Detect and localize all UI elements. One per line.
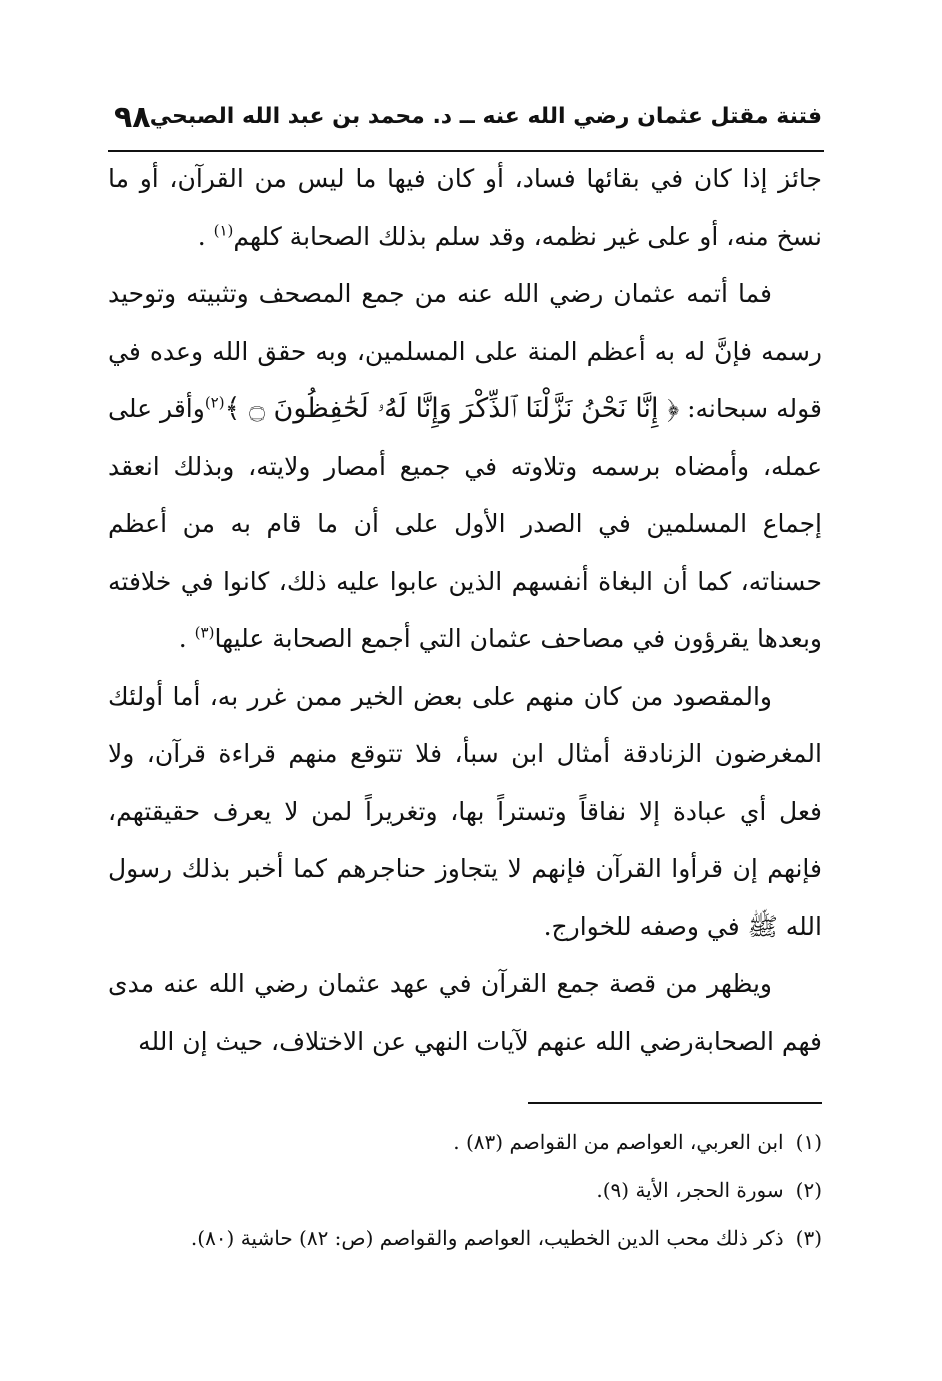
paragraph-3: [108, 668, 822, 956]
footnote-marker: (٢): [204, 393, 225, 412]
paragraph-text: ويظهر من قصة جمع القرآن في عهد عثمان رضي الله عنه مدى فهم الصحابةرضي الله عنهم لآيات النهي عن الاختلاف، حيث إن الله: [108, 969, 822, 1056]
footnote-number: (٢): [795, 1178, 822, 1202]
paragraph-1: [108, 150, 822, 265]
footnote-2: [108, 1166, 822, 1214]
main-text: [108, 150, 822, 1070]
paragraph-text: والمقصود من كان منهم على بعض الخير ممن غرر به، أما أولئك المغرضون الزنادقة أمثال ابن سبأ، فلا تتوقع منهم قراءة قرآن، ولا فعل أي عبادة إلا نفاقاً وتستراً بها، وتغريراً لمن لا يعرف حقيقتهم، فإنهم إن قرأوا القرآن فإنهم لا يتجاوز حناجرهم كما أخبر بذلك رسول الله ﷺ في وصفه للخوارج.: [108, 681, 822, 941]
footnote-marker: (٣): [194, 623, 215, 642]
quran-verse: ﴿ إِنَّا نَحْنُ نَزَّلْنَا ٱلذِّكْرَ وَإِنَّا لَهُۥ لَحَٰفِظُونَ ۝ ﴾: [224, 393, 680, 424]
footnotes: [108, 1118, 822, 1262]
paragraph-end: .: [178, 624, 195, 653]
paragraph-text: جائز إذا كان في بقائها فساد، أو كان فيها ما ليس من القرآن، أو ما نسخ منه، أو على غير نظمه، وقد سلم بذلك الصحابة كلهم: [108, 164, 822, 251]
header-title: فتنة مقتل عثمان رضي الله عنه ــ د. محمد بن عبد الله الصبحي: [149, 104, 822, 129]
paragraph-text: فما أتمه عثمان رضي الله عنه من جمع المصحف وتثبيته وتوحيد رسمه فإنَّ له به أعظم المنة على المسلمين، وبه حقق الله وعده في قوله سبحانه:: [108, 279, 822, 423]
footnote-text: سورة الحجر، الأية (٩).: [596, 1178, 784, 1202]
footnote-text: ابن العربي، العواصم من القواصم (٨٣) .: [453, 1130, 784, 1154]
page-number: ٩٨: [114, 100, 151, 135]
paragraph-4: [108, 955, 822, 1070]
running-header: [110, 100, 822, 144]
footnote-3: [108, 1214, 822, 1262]
footnote-number: (٣): [795, 1226, 822, 1250]
footnote-1: [108, 1118, 822, 1166]
paragraph-end: .: [197, 221, 214, 251]
footnote-number: (١): [795, 1130, 822, 1154]
footnote-divider: [528, 1102, 822, 1104]
footnote-text: ذكر ذلك محب الدين الخطيب، العواصم والقواصم (ص: ٨٢) حاشية (٨٠).: [190, 1226, 784, 1250]
footnote-marker: (١): [213, 221, 234, 240]
paragraph-2: [108, 265, 822, 668]
paragraph-text: وأقر على عمله، وأمضاه برسمه وتلاوته في جميع أمصار ولايته، وبذلك انعقد إجماع المسلمين في الصدر الأول على أن ما قام به من أعظم حسناته، كما أن البغاة أنفسهم الذين عابوا عليه ذلك، كانوا في خلافته وبعدها يقرؤون في مصاحف عثمان التي أجمع الصحابة عليها: [108, 394, 822, 653]
